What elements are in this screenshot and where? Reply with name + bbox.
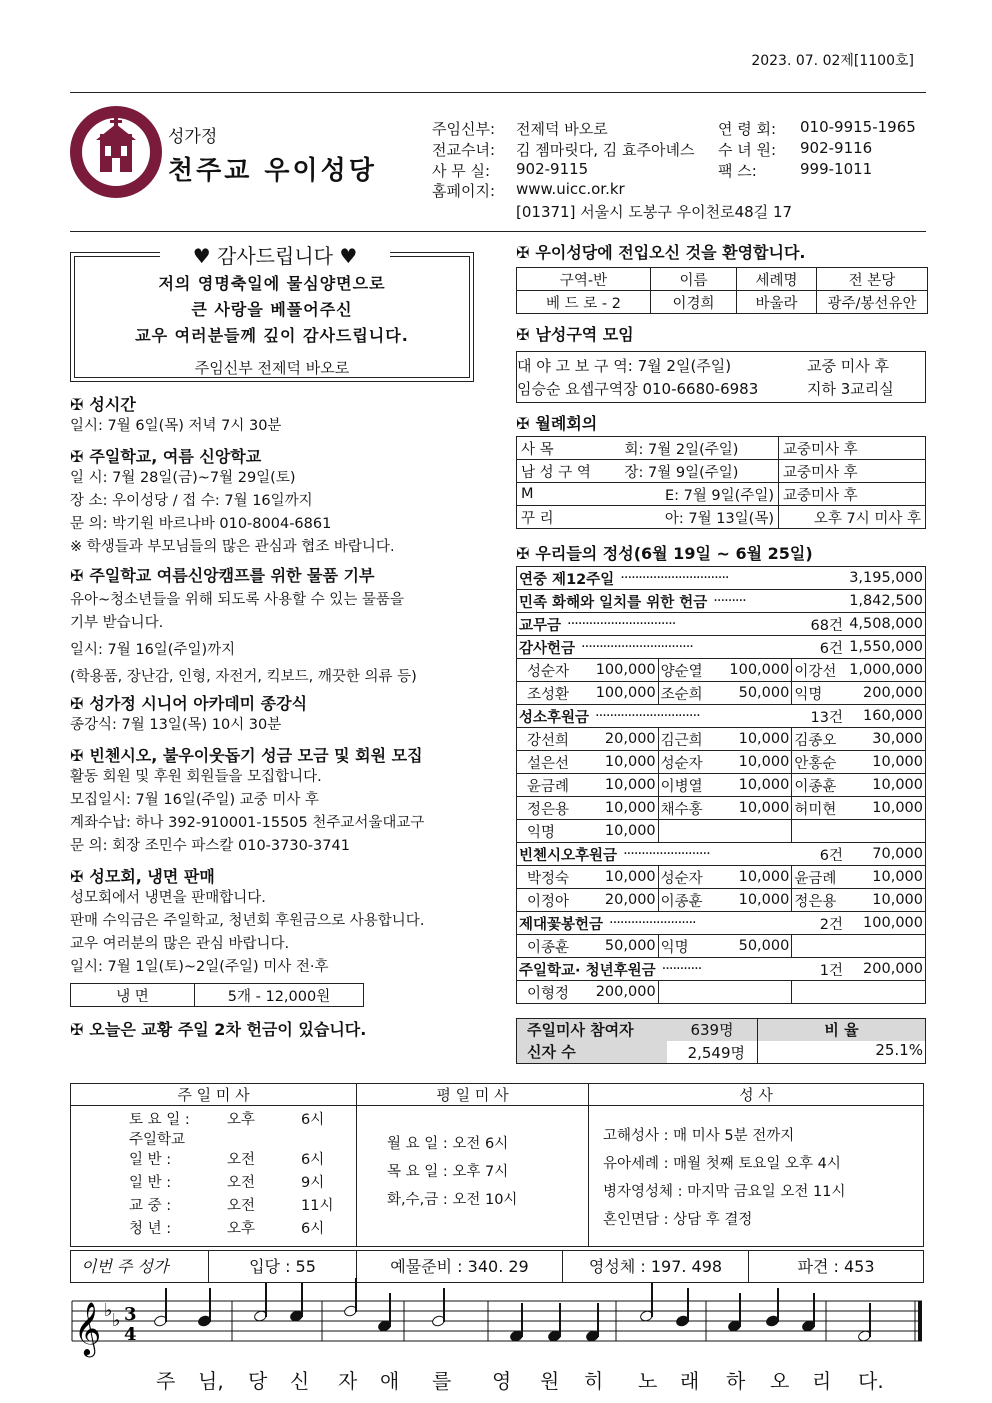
- donor-name: 안홍순: [794, 755, 837, 772]
- info-office: 902-9115: [516, 160, 589, 178]
- weekday-mass-list: [357, 1106, 589, 1246]
- note-stem: [443, 1288, 445, 1322]
- ratio-label: 비 율: [757, 1019, 925, 1041]
- thanks-line-3: 교우 여러분들께 깊이 감사드립니다.: [135, 326, 409, 345]
- vincent-contact: 문 의: 회장 조민수 파스칼 010-3730-3741: [70, 838, 350, 854]
- offering-category-label: 민족 화해와 일치를 위한 헌금: [519, 594, 708, 611]
- donor-amount: 10,000: [872, 800, 924, 816]
- offering-category-row: [517, 705, 925, 728]
- monthly-time: 교중미사 후: [779, 460, 926, 483]
- time-signature-top: 3: [124, 1304, 137, 1325]
- donor-amount: 10,000: [872, 869, 924, 885]
- sacrament-header: 성 사: [739, 1086, 773, 1104]
- mass-name: 교 중 :: [129, 1198, 172, 1214]
- lyric-syllable: 님,: [198, 1369, 224, 1393]
- info-address: [01371] 서울시 도봉구 우이천로48길 17: [516, 203, 793, 221]
- donor-name: 설은선: [527, 755, 570, 772]
- note-stem: [597, 1303, 599, 1337]
- mass-hour: 6시: [301, 1152, 325, 1168]
- mass-ampm: 오전: [227, 1152, 256, 1168]
- note-stem: [869, 1303, 871, 1337]
- weekday-mass: 화,수,금 : 오전 10시: [387, 1192, 518, 1208]
- mass-ampm: 오후: [227, 1221, 256, 1237]
- note-stem: [301, 1283, 303, 1317]
- attendance-table: [516, 1018, 926, 1064]
- donor-row: [517, 774, 925, 797]
- donor-name: 박정숙: [527, 870, 570, 887]
- weekday-mass: 월 요 일 : 오전 6시: [387, 1136, 509, 1152]
- mass-ampm: 오전: [227, 1175, 256, 1191]
- mass-schedule-box: [70, 1083, 924, 1247]
- noodle-item: 냉 면: [71, 984, 195, 1007]
- donor-amount: 10,000: [738, 777, 790, 793]
- lyric-syllable: 영: [492, 1369, 512, 1393]
- offering-category-row: [517, 613, 925, 636]
- note-stem: [687, 1288, 689, 1322]
- thanks-box: [70, 252, 474, 382]
- noodle-text-3: 교우 여러분의 많은 관심 바랍니다.: [70, 936, 290, 952]
- lyric-syllable: 원: [540, 1369, 560, 1393]
- mass-hour: 11시: [301, 1198, 334, 1214]
- monthly-date: 아: 7월 13일(목): [621, 506, 779, 529]
- welcome-cell: 바울라: [737, 291, 817, 314]
- donor-amount: 10,000: [872, 754, 924, 770]
- info-label-fax: 팩 스:: [718, 162, 757, 180]
- brand-subtitle: 성가정: [168, 127, 218, 147]
- info-fax: 999-1011: [800, 160, 873, 178]
- donor-row: [517, 889, 925, 912]
- brand-name: 천주교 우이성당: [168, 156, 377, 186]
- donation-text-2: 기부 받습니다.: [70, 615, 164, 631]
- donor-row: [517, 866, 925, 889]
- donor-row: [517, 797, 925, 820]
- section-donation-heading: ✠ 주일학교 여름신앙캠프를 위한 물품 기부: [70, 566, 375, 585]
- section-academy-heading: ✠ 성가정 시니어 아카데미 종강식: [70, 694, 308, 713]
- ratio-value: 25.1%: [757, 1041, 925, 1063]
- offering-category-label: 감사헌금: [519, 640, 576, 657]
- monthly-date: E: 7월 9일(주일): [621, 483, 779, 506]
- donor-name: 정은용: [527, 801, 570, 818]
- sacrament-item: 병자영성체 : 마지막 금요일 오전 11시: [603, 1184, 846, 1200]
- mass-hour: 6시: [301, 1221, 325, 1237]
- lyric-syllable: 래: [680, 1369, 700, 1393]
- section-monthly-heading: ✠ 월례회의: [516, 414, 598, 433]
- mass-name: 일 반 :: [129, 1175, 172, 1191]
- offering-category-label: 성소후원금: [519, 709, 590, 726]
- info-label-priest: 주임신부:: [432, 120, 496, 138]
- lyric-syllable: 를: [432, 1369, 452, 1393]
- summer-school-note: ※ 학생들과 부모님들의 많은 관심과 협조 바랍니다.: [70, 539, 395, 555]
- mass-ampm: 오후: [227, 1112, 256, 1128]
- section-vincent-heading: ✠ 빈첸시오, 불우이웃돕기 성금 모금 및 회원 모집: [70, 746, 423, 765]
- note-stem: [651, 1283, 653, 1317]
- lyric-syllable: 자: [338, 1369, 358, 1393]
- offering-amount: 4,508,000: [849, 616, 923, 632]
- section-meeting-heading: ✠ 남성구역 모임: [516, 325, 634, 344]
- meeting-place: 지하 3교리실: [807, 380, 894, 398]
- info-funeral: 010-9915-1965: [800, 118, 916, 136]
- donor-name: 조순희: [660, 686, 703, 703]
- donor-name: 양순열: [660, 663, 703, 680]
- summer-school-place: 장 소: 우이성당 / 접 수: 7월 16일까지: [70, 493, 313, 509]
- lyric-syllable: 신: [290, 1369, 310, 1393]
- mass-name: 토 요 일 :: [129, 1112, 190, 1128]
- sacrament-list: [589, 1106, 923, 1246]
- lyric-syllable: 당: [248, 1369, 268, 1393]
- welcome-table: [516, 267, 928, 314]
- donor-name: 성순자: [660, 755, 703, 772]
- members-label: 신자 수: [517, 1041, 667, 1063]
- note-stem: [739, 1293, 741, 1327]
- donor-name: 이정아: [527, 893, 570, 910]
- info-label-convent: 수 녀 원:: [718, 141, 777, 159]
- donor-row: [517, 728, 925, 751]
- meeting-contact: 임승순 요셉구역장 010-6680-6983: [517, 380, 759, 398]
- offering-amount: 200,000: [863, 961, 923, 977]
- noodle-time: 일시: 7월 1일(토)~2일(주일) 미사 전·후: [70, 959, 329, 975]
- meeting-group: 대 야 고 보 구 역: 7월 2일(주일): [517, 357, 732, 375]
- offering-category-label: 빈첸시오후원금: [519, 847, 618, 864]
- offering-amount: 70,000: [872, 846, 923, 862]
- donor-name: 익명: [527, 824, 556, 841]
- info-convent: 902-9116: [800, 139, 873, 157]
- hymn-entrance: 입당 : 55: [209, 1251, 357, 1282]
- bullet-icon: ✠: [70, 447, 84, 466]
- sacrament-item: 혼인면담 : 상담 후 결정: [603, 1212, 753, 1228]
- monthly-date: 장: 7월 9일(주일): [621, 460, 779, 483]
- donor-name: 이강선: [794, 663, 837, 680]
- donor-name: 강선희: [527, 732, 570, 749]
- monthly-name: M: [517, 483, 621, 506]
- attendance-value: 639명: [667, 1019, 757, 1041]
- offering-category-row: [517, 567, 925, 590]
- mass-ampm: 오전: [227, 1198, 256, 1214]
- donor-amount: 200,000: [863, 685, 924, 701]
- offering-count: 1건: [819, 962, 843, 979]
- info-sisters: 김 젬마릿다, 김 효주아녜스: [516, 141, 695, 159]
- donor-amount: 100,000: [595, 662, 656, 678]
- donor-amount: 10,000: [738, 754, 790, 770]
- note-stem: [389, 1293, 391, 1327]
- flat-icon: ♭: [104, 1300, 113, 1321]
- bullet-icon: ✠: [70, 746, 84, 765]
- mass-name: 청 년 :: [129, 1221, 172, 1237]
- donor-name: 이병열: [660, 778, 703, 795]
- offering-dots: ·····························: [595, 708, 700, 724]
- mass-hour: 6시: [301, 1112, 325, 1128]
- bullet-icon: ✠: [516, 325, 530, 344]
- section-divider: [70, 231, 926, 232]
- donor-amount: 30,000: [872, 731, 924, 747]
- monthly-time: 교중미사 후: [779, 483, 926, 506]
- donor-amount: 10,000: [872, 892, 924, 908]
- vincent-text-1: 활동 회원 및 후원 회원들을 모집합니다.: [70, 769, 322, 785]
- thanks-line-1: 저의 영명축일에 물심양면으로: [158, 274, 386, 293]
- note-stem: [209, 1288, 211, 1322]
- info-label-funeral: 연 령 회:: [718, 120, 777, 138]
- lyric-syllable: 다.: [858, 1369, 884, 1393]
- monthly-name: 사 목: [517, 437, 621, 460]
- donor-name: 김근희: [660, 732, 703, 749]
- noodle-text-1: 성모회에서 냉면을 판매합니다.: [70, 890, 266, 906]
- offering-category-row: [517, 636, 925, 659]
- lyric-syllable: 오: [770, 1369, 790, 1393]
- welcome-cell: 광주/봉선유안: [817, 291, 928, 314]
- bullet-icon: ✠: [70, 566, 84, 585]
- donation-date: 일시: 7월 16일(주일)까지: [70, 642, 236, 658]
- donor-amount: 10,000: [604, 823, 656, 839]
- offering-dots: ·········: [713, 593, 746, 609]
- holy-hour-time: 일시: 7월 6일(목) 저녁 7시 30분: [70, 418, 282, 434]
- donor-name: 익명: [794, 686, 823, 703]
- offering-table: [516, 566, 926, 1004]
- donor-name: 윤금례: [794, 870, 837, 887]
- donor-row: [517, 935, 925, 958]
- donor-name: 김종오: [794, 732, 837, 749]
- offering-category-row: [517, 958, 925, 981]
- bullet-icon: ✠: [70, 1020, 84, 1039]
- lyric-syllable: 애: [380, 1369, 400, 1393]
- info-label-office: 사 무 실:: [432, 162, 491, 180]
- offering-dots: ························: [609, 915, 696, 931]
- weekday-mass: 목 요 일 : 오후 7시: [387, 1164, 509, 1180]
- hymn-row: [70, 1250, 924, 1283]
- offering-category-row: [517, 912, 925, 935]
- note-stem: [165, 1288, 167, 1322]
- monthly-date: 회: 7월 2일(주일): [621, 437, 779, 460]
- note-stem: [265, 1283, 267, 1317]
- hymn-dismissal: 파견 : 453: [797, 1257, 875, 1276]
- donor-amount: 10,000: [604, 869, 656, 885]
- donor-name: 이종훈: [660, 893, 703, 910]
- sacrament-item: 유아세례 : 매월 첫째 토요일 오후 4시: [603, 1156, 841, 1172]
- thanks-title: ♥ 감사드립니다 ♥: [160, 240, 390, 269]
- info-priest: 전제덕 바오로: [516, 120, 608, 138]
- offering-amount: 100,000: [863, 915, 923, 931]
- vincent-text-2: 모집일시: 7월 16일(주일) 교중 미사 후: [70, 792, 320, 808]
- donor-name: 윤금례: [527, 778, 570, 795]
- offering-count: 13건: [810, 709, 843, 726]
- donor-name: 성순자: [527, 663, 570, 680]
- offering-category-label: 제대꽃봉헌금: [519, 916, 604, 933]
- welcome-header: 세례명: [737, 268, 817, 291]
- header-divider: [70, 92, 926, 93]
- weekday-mass-header: 평 일 미 사: [357, 1084, 589, 1105]
- donor-name: 정은용: [794, 893, 837, 910]
- offering-count: 68건: [810, 617, 843, 634]
- donor-amount: 10,000: [604, 754, 656, 770]
- offering-count: 6건: [819, 847, 843, 864]
- offering-amount: 3,195,000: [849, 570, 923, 586]
- sunday-mass-header: 주 일 미 사: [71, 1084, 357, 1105]
- section-offering-heading: ✠ 우리들의 정성(6월 19일 ~ 6월 25일): [516, 544, 813, 563]
- offering-category-label: 교무금: [519, 617, 562, 634]
- donor-name: 성순자: [660, 870, 703, 887]
- issue-date: 2023. 07. 02제[1100호]: [751, 53, 914, 69]
- donor-amount: 200,000: [595, 984, 656, 1000]
- note-stem: [355, 1278, 357, 1312]
- donor-amount: 10,000: [738, 869, 790, 885]
- monthly-table: [516, 436, 926, 529]
- treble-clef-icon: 𝄞: [74, 1301, 102, 1355]
- summer-school-date: 일 시: 7월 28일(금)~7월 29일(토): [70, 470, 296, 486]
- welcome-header: 구역-반: [517, 268, 651, 291]
- donor-name: 이형정: [527, 985, 570, 1002]
- monthly-name: 남 성 구 역: [517, 460, 621, 483]
- welcome-header: 이름: [651, 268, 737, 291]
- section-noodle-heading: ✠ 성모회, 냉면 판매: [70, 867, 215, 886]
- lyric-syllable: 히: [584, 1369, 604, 1393]
- donor-amount: 10,000: [738, 892, 790, 908]
- thanks-line-2: 큰 사랑을 베풀어주신: [191, 300, 353, 319]
- offering-count: 2건: [819, 916, 843, 933]
- monthly-time: 교중미사 후: [779, 437, 926, 460]
- offering-category-label: 주일학교· 청년후원금: [519, 962, 656, 979]
- donor-amount: 100,000: [729, 662, 790, 678]
- note-stem: [777, 1288, 779, 1322]
- donor-amount: 20,000: [604, 731, 656, 747]
- hymn-label: 이번 주 성가: [71, 1251, 209, 1282]
- bullet-icon: ✠: [70, 694, 84, 713]
- offering-category-label: 연중 제12주일: [519, 571, 615, 588]
- summer-school-contact: 문 의: 박기원 바르나바 010-8004-6861: [70, 516, 332, 532]
- bullet-icon: ✠: [516, 243, 530, 262]
- note-stem: [559, 1303, 561, 1337]
- donor-name: 이종훈: [794, 778, 837, 795]
- lyric-syllable: 주: [156, 1369, 176, 1393]
- donor-amount: 50,000: [738, 685, 790, 701]
- lyric-syllable: 노: [638, 1369, 658, 1393]
- mass-name: 주일학교: [129, 1132, 186, 1148]
- section-pope-heading: ✠ 오늘은 교황 주일 2차 헌금이 있습니다.: [70, 1020, 367, 1039]
- section-welcome-heading: ✠ 우이성당에 전입오신 것을 환영합니다.: [516, 243, 806, 262]
- thanks-signature: 주임신부 전제덕 바오로: [194, 359, 350, 377]
- mass-hour: 9시: [301, 1175, 325, 1191]
- right-column: [516, 240, 928, 1064]
- monthly-name: 꾸 리: [517, 506, 621, 529]
- bullet-icon: ✠: [516, 544, 530, 563]
- donor-amount: 20,000: [604, 892, 656, 908]
- info-label-sisters: 전교수녀:: [432, 141, 496, 159]
- meeting-box: [516, 351, 926, 403]
- info-label-homepage: 홈페이지:: [432, 182, 496, 200]
- left-column: [70, 392, 480, 1040]
- donation-items: (학용품, 장난감, 인형, 자전거, 킥보드, 깨끗한 의류 등): [70, 669, 417, 685]
- offering-dots: ······························: [620, 570, 729, 586]
- donor-amount: 50,000: [604, 938, 656, 954]
- monthly-time: 오후 7시 미사 후: [779, 506, 926, 529]
- academy-time: 종강식: 7월 13일(목) 10시 30분: [70, 717, 282, 733]
- hymn-communion: 영성체 : 197. 498: [563, 1251, 749, 1282]
- welcome-cell: 이경희: [651, 291, 737, 314]
- mass-name: 일 반 :: [129, 1152, 172, 1168]
- offering-dots: ·······························: [581, 639, 693, 655]
- lyric-syllable: 리: [812, 1369, 832, 1393]
- bullet-icon: ✠: [516, 414, 530, 433]
- donor-row: [517, 981, 925, 1004]
- info-homepage[interactable]: www.uicc.or.kr: [516, 180, 625, 198]
- donation-text-1: 유아~청소년들을 위해 되도록 사용할 수 있는 물품을: [70, 592, 404, 608]
- parish-logo: [70, 106, 162, 198]
- donor-row: [517, 820, 925, 843]
- donor-amount: 10,000: [604, 800, 656, 816]
- lyric-syllable: 하: [726, 1369, 746, 1393]
- bullet-icon: ✠: [70, 395, 84, 414]
- donor-name: 채수홍: [660, 801, 703, 818]
- hymn-offertory: 예물준비 : 340. 29: [357, 1251, 563, 1282]
- welcome-header: 전 본당: [817, 268, 928, 291]
- welcome-cell: 베 드 로 - 2: [517, 291, 651, 314]
- donor-row: [517, 659, 925, 682]
- note-stem: [813, 1293, 815, 1327]
- donor-amount: 10,000: [738, 731, 790, 747]
- donor-name: 허미현: [794, 801, 837, 818]
- attendance-label: 주일미사 참여자: [517, 1019, 667, 1041]
- donor-name: 익명: [660, 939, 689, 956]
- section-summer-school-heading: ✠ 주일학교, 여름 신앙학교: [70, 447, 262, 466]
- meeting-time: 교중 미사 후: [807, 357, 889, 375]
- offering-category-row: [517, 590, 925, 613]
- flat-icon: ♭: [112, 1310, 121, 1331]
- offering-dots: ······························: [567, 616, 676, 632]
- donor-amount: 100,000: [595, 685, 656, 701]
- donor-amount: 10,000: [872, 777, 924, 793]
- note-stem: [521, 1303, 523, 1337]
- vincent-account: 계좌수납: 하나 392-910001-15505 천주교서울대교구: [70, 815, 425, 831]
- offering-category-row: [517, 843, 925, 866]
- members-value: 2,549명: [687, 1043, 745, 1062]
- sacrament-item: 고해성사 : 매 미사 5분 전까지: [603, 1128, 795, 1144]
- sunday-mass-list: [71, 1106, 357, 1246]
- offering-amount: 1,550,000: [849, 639, 923, 655]
- offering-dots: ···········: [661, 961, 702, 977]
- donor-amount: 50,000: [738, 938, 790, 954]
- donor-row: [517, 682, 925, 705]
- noodle-text-2: 판매 수익금은 주일학교, 청년회 후원금으로 사용합니다.: [70, 913, 425, 929]
- offering-amount: 1,842,500: [849, 593, 923, 609]
- donor-row: [517, 751, 925, 774]
- offering-count: 6건: [819, 640, 843, 657]
- section-holy-hour-heading: ✠ 성시간: [70, 395, 136, 414]
- donor-name: 조성환: [527, 686, 570, 703]
- donor-amount: 1,000,000: [849, 662, 924, 678]
- bullet-icon: ✠: [70, 867, 84, 886]
- donor-amount: 10,000: [604, 777, 656, 793]
- noodle-price-table: [70, 983, 364, 1007]
- donor-name: 이종훈: [527, 939, 570, 956]
- donor-amount: 10,000: [738, 800, 790, 816]
- time-signature-bottom: 4: [124, 1324, 137, 1345]
- offering-amount: 160,000: [863, 708, 923, 724]
- noodle-price: 5개 - 12,000원: [195, 984, 364, 1007]
- offering-dots: ························: [623, 846, 710, 862]
